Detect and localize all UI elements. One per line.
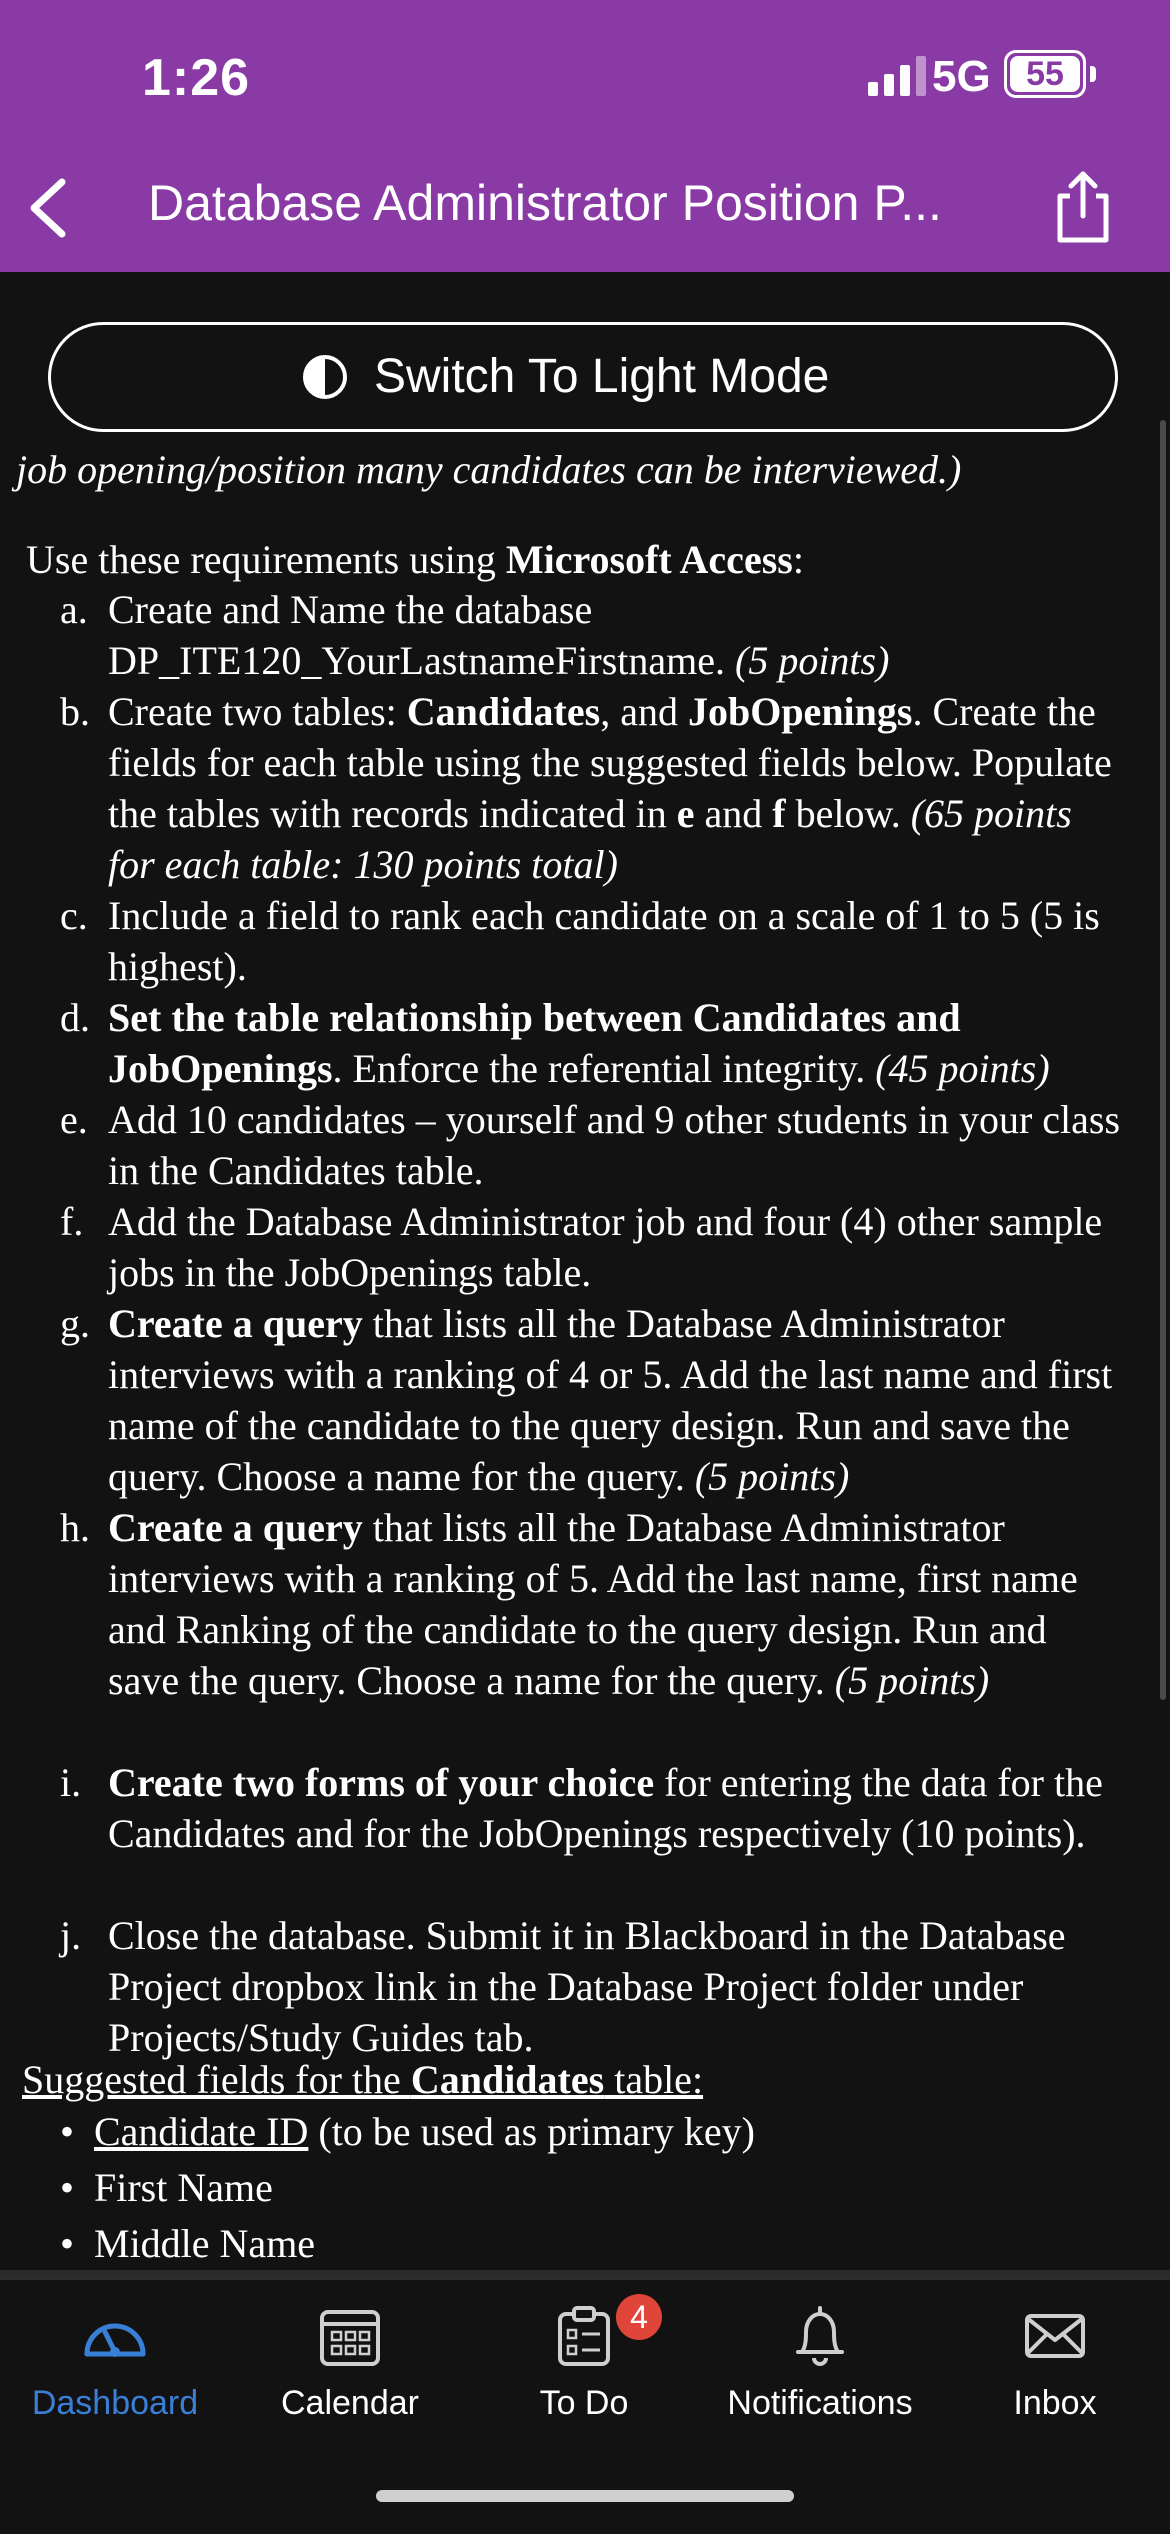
requirement-j bbox=[60, 1910, 1120, 2063]
tab-dashboard[interactable] bbox=[10, 2280, 220, 2430]
battery-level: 55 bbox=[1010, 56, 1080, 92]
requirement-letter: j. bbox=[60, 1913, 82, 1958]
requirement-letter: i. bbox=[60, 1760, 82, 1805]
requirement-c bbox=[60, 890, 1120, 992]
requirement-text: Create and Name the database DP_ITE120_YourLastnameFirstname. bbox=[108, 587, 735, 683]
requirement-letter: d. bbox=[60, 995, 90, 1040]
requirement-letter: b. bbox=[60, 689, 90, 734]
heading-bold: Candidates bbox=[410, 2057, 605, 2102]
intro-text: Use these requirements using bbox=[26, 537, 506, 582]
battery-icon bbox=[1004, 50, 1086, 98]
requirement-i bbox=[60, 1757, 1120, 1859]
share-button[interactable] bbox=[1048, 166, 1118, 246]
intro-suffix: : bbox=[792, 537, 804, 582]
field-name: Candidate ID bbox=[94, 2109, 309, 2154]
requirement-letter: h. bbox=[60, 1505, 90, 1550]
requirement-bold: Set the table relationship between Candidates and JobOpenings bbox=[108, 995, 961, 1091]
requirement-letter: a. bbox=[60, 587, 88, 632]
field-note: (to be used as primary key) bbox=[308, 2109, 755, 2154]
to-do-icon bbox=[552, 2304, 616, 2368]
tab-notifications[interactable] bbox=[700, 2280, 940, 2430]
contrast-icon bbox=[301, 353, 349, 401]
requirement-text: that lists all the Database Administrator interviews with a ranking of 5. Add the last name, first name and Ranking of the candidate to the query design. Run and save the query. Choose a name for the query. bbox=[108, 1505, 1078, 1703]
requirements-intro bbox=[26, 534, 804, 585]
requirement-h bbox=[60, 1502, 1120, 1706]
heading-text: Suggested fields for the bbox=[22, 2057, 411, 2102]
requirement-points: (5 points) bbox=[735, 638, 890, 683]
requirement-points: (45 points) bbox=[875, 1046, 1050, 1091]
requirement-b bbox=[60, 686, 1120, 890]
requirement-f bbox=[60, 1196, 1120, 1298]
tab-dashboard-label: Dashboard bbox=[31, 2384, 199, 2422]
tab-calendar[interactable] bbox=[250, 2280, 450, 2430]
requirement-text: , and bbox=[600, 689, 688, 734]
requirement-text: . Create the fields for each table using the suggested fields below. Populate the tables with records indicated in bbox=[108, 689, 1112, 836]
requirement-bold: e bbox=[676, 791, 695, 836]
field-list-item bbox=[60, 2218, 315, 2269]
requirement-a bbox=[60, 584, 1120, 686]
page-title: Database Administrator Position P... bbox=[148, 175, 942, 231]
chevron-left-icon bbox=[20, 168, 80, 248]
bullet: • bbox=[60, 2109, 75, 2154]
share-icon bbox=[1048, 166, 1118, 246]
scrollbar[interactable] bbox=[1160, 420, 1166, 1700]
battery-cap bbox=[1090, 66, 1096, 82]
requirement-text: below. bbox=[785, 791, 911, 836]
requirement-letter: f. bbox=[60, 1199, 84, 1244]
switch-to-light-mode-label: Switch To Light Mode bbox=[374, 350, 830, 403]
heading-suffix: table: bbox=[604, 2057, 704, 2102]
home-indicator[interactable] bbox=[376, 2490, 794, 2502]
field-list-item bbox=[60, 2162, 273, 2213]
requirement-bold: Create two forms of your choice bbox=[108, 1760, 655, 1805]
back-button[interactable] bbox=[20, 168, 80, 248]
status-time: 1:26 bbox=[142, 49, 251, 107]
requirement-letter: c. bbox=[60, 893, 88, 938]
requirement-bold: JobOpenings bbox=[687, 689, 913, 734]
requirement-bold: f bbox=[772, 791, 786, 836]
bullet: • bbox=[60, 2221, 75, 2266]
header-bar bbox=[0, 0, 1170, 272]
bell-icon bbox=[788, 2304, 852, 2368]
requirement-text: Include a field to rank each candidate on a scale of 1 to 5 (5 is highest). bbox=[108, 893, 1100, 989]
tab-inbox[interactable] bbox=[980, 2280, 1130, 2430]
switch-to-light-mode-button[interactable] bbox=[48, 322, 1118, 432]
envelope-icon bbox=[1021, 2304, 1089, 2364]
tab-to-do-label: To Do bbox=[539, 2384, 629, 2422]
tab-calendar-label: Calendar bbox=[281, 2384, 419, 2422]
requirement-points: (5 points) bbox=[834, 1658, 990, 1703]
requirement-bold: Candidates bbox=[406, 689, 601, 734]
requirement-points: (5 points) bbox=[694, 1454, 850, 1499]
content-divider bbox=[0, 2270, 1170, 2278]
requirement-g bbox=[60, 1298, 1120, 1502]
intro-bold: Microsoft Access bbox=[505, 537, 793, 582]
requirement-letter: g. bbox=[60, 1301, 90, 1346]
bullet: • bbox=[60, 2165, 75, 2210]
requirement-d bbox=[60, 992, 1120, 1094]
network-type: 5G bbox=[932, 52, 991, 101]
requirement-text: Add 10 candidates – yourself and 9 other students in your class in the Candidates table. bbox=[108, 1097, 1121, 1193]
requirement-text: Add the Database Administrator job and four (4) other sample jobs in the JobOpenings table. bbox=[108, 1199, 1103, 1295]
requirement-e bbox=[60, 1094, 1120, 1196]
field-name: First Name bbox=[94, 2165, 273, 2210]
candidates-fields-heading bbox=[22, 2054, 703, 2105]
requirement-bold: Create a query bbox=[108, 1505, 363, 1550]
requirement-text: and bbox=[694, 791, 773, 836]
calendar-icon bbox=[318, 2304, 382, 2368]
tab-inbox-label: Inbox bbox=[1013, 2384, 1097, 2422]
continuation-text: job opening/position many candidates can be interviewed.) bbox=[16, 447, 962, 492]
cellular-signal-icon bbox=[868, 56, 938, 96]
requirement-bold: Create a query bbox=[108, 1301, 363, 1346]
requirement-text: Create two tables: bbox=[108, 689, 407, 734]
field-name: Middle Name bbox=[94, 2221, 316, 2266]
requirement-text: Close the database. Submit it in Blackboard in the Database Project dropbox link in the Database Project folder under Projects/Study Guides tab. bbox=[108, 1913, 1066, 2060]
requirement-text: that lists all the Database Administrator interviews with a ranking of 4 or 5. Add the last name and first name of the candidate to the query design. Run and save the query. Choose a name for the query. bbox=[108, 1301, 1113, 1499]
requirement-text: for entering the data for the Candidates and for the JobOpenings respectively (10 points). bbox=[108, 1760, 1103, 1856]
requirement-letter: e. bbox=[60, 1097, 88, 1142]
field-list-item bbox=[60, 2106, 755, 2157]
requirement-points: (65 points for each table: 130 points total) bbox=[108, 791, 1072, 887]
tab-notifications-label: Notifications bbox=[727, 2384, 913, 2422]
dashboard-icon bbox=[77, 2304, 153, 2364]
requirement-text: . Enforce the referential integrity. bbox=[332, 1046, 876, 1091]
to-do-count-badge: 4 bbox=[616, 2294, 662, 2340]
